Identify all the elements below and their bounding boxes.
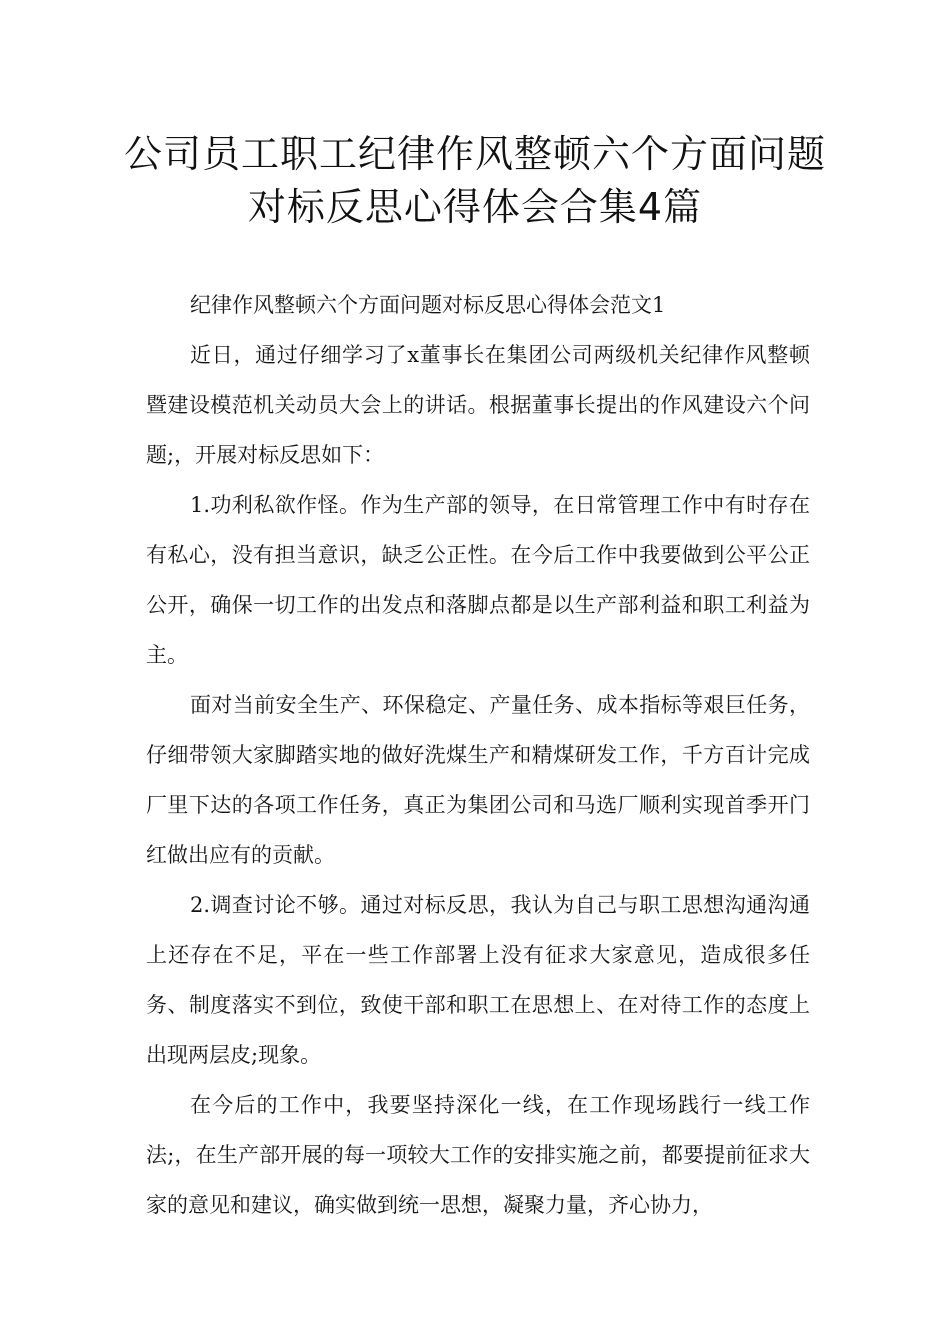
paragraph: 在今后的工作中，我要坚持深化一线，在工作现场践行一线工作法;，在生产部开展的每一项较大工作的安排实施之前，都要提前征求大家的意见和建议，确实做到统一思想，凝聚力量，齐心协力， <box>146 1093 810 1217</box>
document-body <box>146 280 810 1230</box>
paragraph: 近日，通过仔细学习了x董事长在集团公司两级机关纪律作风整顿暨建设模范机关动员大会上的讲话。根据董事长提出的作风建设六个问题;，开展对标反思如下： <box>146 343 810 467</box>
paragraph: 面对当前安全生产、环保稳定、产量任务、成本指标等艰巨任务，仔细带领大家脚踏实地的做好洗煤生产和精煤研发工作，千方百计完成厂里下达的各项工作任务，真正为集团公司和马选厂顺利实现首季开门红做出应有的贡献。 <box>146 693 810 867</box>
document-title: 公司员工职工纪律作风整顿六个方面问题对标反思心得体会合集4篇 <box>123 132 826 229</box>
paragraph: 2.调查讨论不够。通过对标反思，我认为自己与职工思想沟通沟通上还存在不足，平在一些工作部署上没有征求大家意见，造成很多任务、制度落实不到位，致使干部和职工在思想上、在对待工作的态度上出现两层皮;现象。 <box>146 893 810 1067</box>
paragraph: 1.功利私欲作怪。作为生产部的领导，在日常管理工作中有时存在有私心，没有担当意识，缺乏公正性。在今后工作中我要做到公平公正公开，确保一切工作的出发点和落脚点都是以生产部利益和职工利益为主。 <box>146 493 810 667</box>
section-heading: 纪律作风整顿六个方面问题对标反思心得体会范文1 <box>190 293 666 317</box>
